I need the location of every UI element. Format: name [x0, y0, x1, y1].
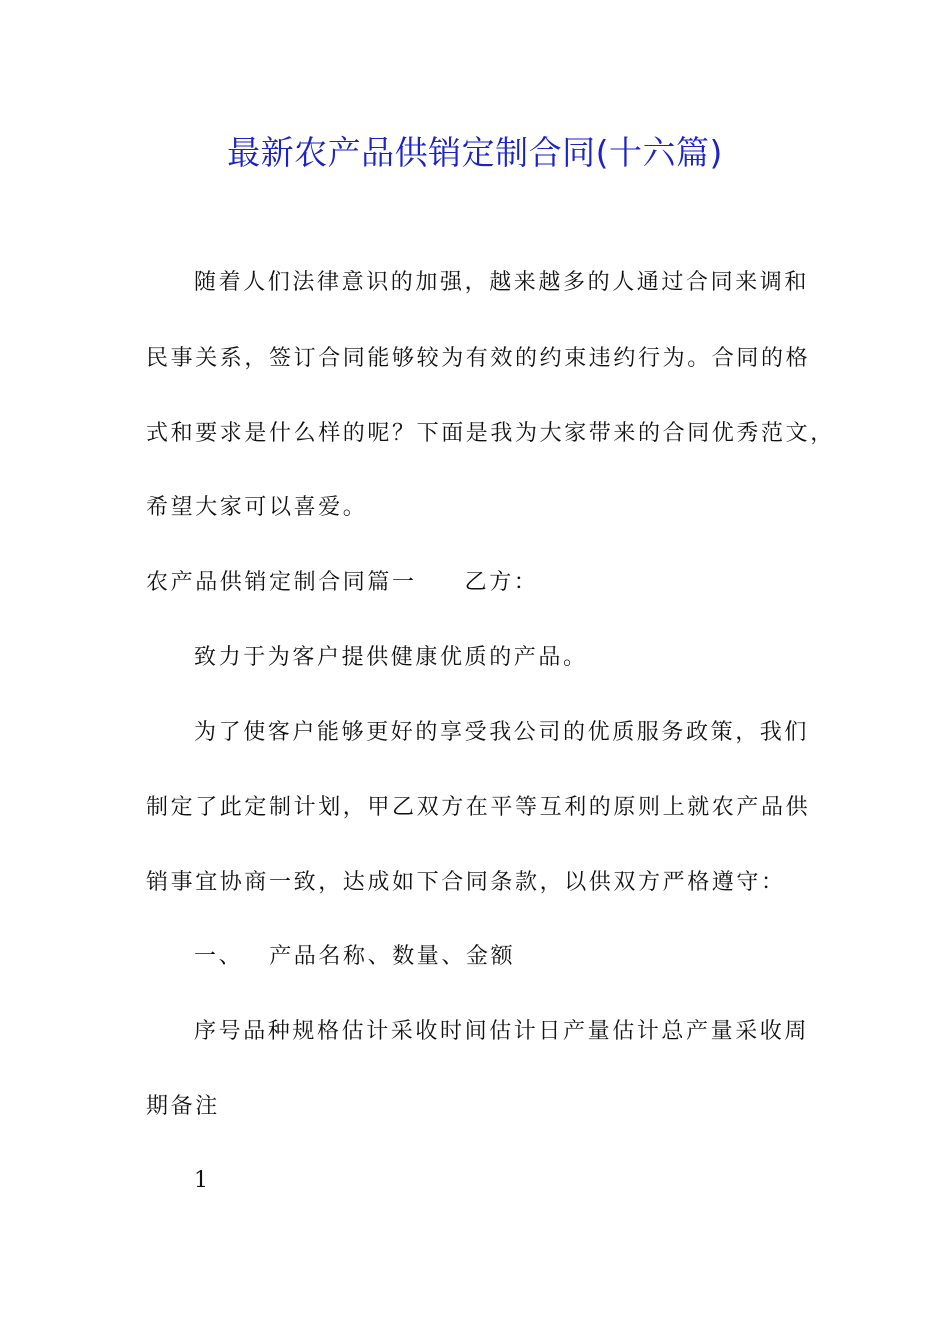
- section-heading: 农产品供销定制合同篇一: [146, 570, 417, 595]
- purpose-line: 制定了此定制计划，甲乙双方在平等互利的原则上就农产品供: [146, 795, 811, 820]
- section-heading-row: [146, 568, 538, 598]
- intro-line: 式和要求是什么样的呢？下面是我为大家带来的合同优秀范文，: [146, 421, 835, 446]
- party-b-label: 乙方：: [464, 570, 539, 595]
- clause-number: 一、: [194, 944, 244, 969]
- table-header-line: 期备注: [146, 1094, 220, 1119]
- table-header-line: 序号品种规格估计采收时间估计日产量估计总产量采收周: [194, 1019, 810, 1044]
- intro-line: 希望大家可以喜爱。: [146, 495, 368, 520]
- purpose-line: 销事宜协商一致，达成如下合同条款，以供双方严格遵守：: [146, 870, 786, 895]
- page-title: 最新农产品供销定制合同(十六篇): [227, 133, 723, 172]
- purpose-line: 为了使客户能够更好的享受我公司的优质服务政策，我们: [194, 720, 810, 745]
- row-number: 1: [194, 1168, 211, 1193]
- intro-line: 民事关系，签订合同能够较为有效的约束违约行为。合同的格: [146, 346, 811, 371]
- intro-line: 随着人们法律意识的加强，越来越多的人通过合同来调和: [194, 270, 810, 295]
- clause-title: 产品名称、数量、金额: [269, 944, 516, 969]
- clause-heading: [194, 942, 515, 972]
- commitment-line: 致力于为客户提供健康优质的产品。: [194, 645, 588, 670]
